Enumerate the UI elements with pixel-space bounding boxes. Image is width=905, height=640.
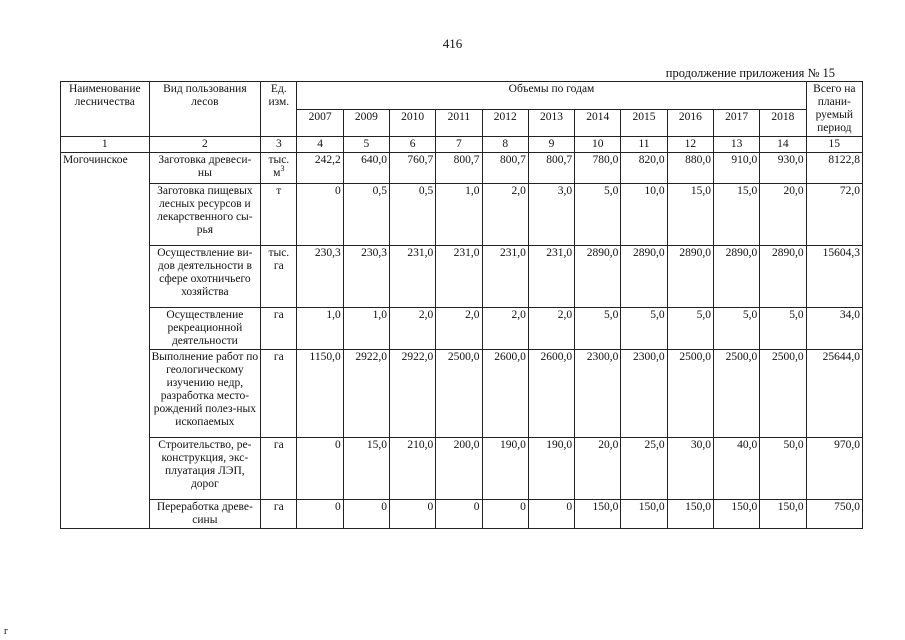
column-number: 5 [343, 137, 389, 153]
value-cell: 150,0 [667, 500, 713, 529]
value-cell: 2500,0 [436, 350, 482, 438]
value-cell: 20,0 [575, 438, 621, 500]
value-cell: 2300,0 [621, 350, 667, 438]
value-cell: 0 [297, 184, 343, 246]
unit-text: га [273, 309, 284, 321]
header-unit: Ед. изм. [261, 82, 297, 137]
value-cell: 231,0 [528, 246, 574, 308]
value-cell: 2890,0 [621, 246, 667, 308]
unit-cell [261, 308, 297, 350]
forestry-name: Могочинское [61, 153, 150, 529]
value-cell: 5,0 [713, 308, 759, 350]
use-type-cell: Выполнение работ по геологическому изучению недр, разработка место-рождений полез-ных ископаемых [149, 350, 261, 438]
table-row [61, 184, 863, 246]
value-cell: 2600,0 [482, 350, 528, 438]
value-cell: 0 [528, 500, 574, 529]
column-number: 6 [389, 137, 435, 153]
header-year: 2010 [389, 109, 435, 137]
column-number: 15 [806, 137, 862, 153]
column-number: 3 [261, 137, 297, 153]
value-cell: 1,0 [436, 184, 482, 246]
header-year: 2012 [482, 109, 528, 137]
table-body [61, 153, 863, 529]
unit-cell [261, 438, 297, 500]
value-cell: 231,0 [436, 246, 482, 308]
value-cell: 0 [297, 438, 343, 500]
value-cell: 5,0 [575, 184, 621, 246]
value-cell: 230,3 [297, 246, 343, 308]
value-cell: 5,0 [621, 308, 667, 350]
value-cell: 231,0 [389, 246, 435, 308]
value-cell: 0 [389, 500, 435, 529]
header-year: 2011 [436, 109, 482, 137]
value-cell: 230,3 [343, 246, 389, 308]
value-cell: 800,7 [482, 153, 528, 184]
header-year: 2015 [621, 109, 667, 137]
value-cell: 1,0 [343, 308, 389, 350]
table-row [61, 350, 863, 438]
value-cell: 2,0 [389, 308, 435, 350]
value-cell: 50,0 [760, 438, 806, 500]
value-cell: 0,5 [389, 184, 435, 246]
unit-text: т [276, 185, 282, 197]
value-cell: 2922,0 [389, 350, 435, 438]
unit-text: тыс. м [268, 154, 290, 179]
value-cell: 15,0 [713, 184, 759, 246]
value-cell: 0,5 [343, 184, 389, 246]
value-cell: 1150,0 [297, 350, 343, 438]
value-cell: 5,0 [575, 308, 621, 350]
column-numbers-row [61, 137, 863, 153]
value-cell: 242,2 [297, 153, 343, 184]
column-number: 11 [621, 137, 667, 153]
column-number: 4 [297, 137, 343, 153]
total-cell: 750,0 [806, 500, 862, 529]
value-cell: 0 [436, 500, 482, 529]
header-year: 2009 [343, 109, 389, 137]
column-number: 12 [667, 137, 713, 153]
unit-cell [261, 500, 297, 529]
value-cell: 150,0 [713, 500, 759, 529]
total-cell: 970,0 [806, 438, 862, 500]
unit-cell [261, 184, 297, 246]
value-cell: 930,0 [760, 153, 806, 184]
value-cell: 2890,0 [713, 246, 759, 308]
value-cell: 2922,0 [343, 350, 389, 438]
header-year: 2017 [713, 109, 759, 137]
value-cell: 760,7 [389, 153, 435, 184]
column-number: 10 [575, 137, 621, 153]
value-cell: 2,0 [482, 184, 528, 246]
value-cell: 2890,0 [575, 246, 621, 308]
header-year: 2007 [297, 109, 343, 137]
use-type-cell: Заготовка древеси-ны [149, 153, 261, 184]
value-cell: 2500,0 [760, 350, 806, 438]
value-cell: 2500,0 [667, 350, 713, 438]
value-cell: 10,0 [621, 184, 667, 246]
column-number: 1 [61, 137, 150, 153]
value-cell: 2,0 [528, 308, 574, 350]
value-cell: 15,0 [667, 184, 713, 246]
unit-text: га [273, 351, 284, 363]
table-row [61, 500, 863, 529]
value-cell: 880,0 [667, 153, 713, 184]
value-cell: 2500,0 [713, 350, 759, 438]
value-cell: 5,0 [760, 308, 806, 350]
total-cell: 72,0 [806, 184, 862, 246]
table-row [61, 246, 863, 308]
use-type-cell: Осуществление ви-дов деятельности в сфере охотничьего хозяйства [149, 246, 261, 308]
value-cell: 1,0 [297, 308, 343, 350]
value-cell: 800,7 [436, 153, 482, 184]
column-number: 13 [713, 137, 759, 153]
value-cell: 210,0 [389, 438, 435, 500]
total-cell: 8122,8 [806, 153, 862, 184]
page-edge-mark: г [4, 626, 9, 637]
table-row [61, 438, 863, 500]
unit-superscript: 3 [280, 164, 285, 174]
value-cell: 190,0 [482, 438, 528, 500]
header-year: 2018 [760, 109, 806, 137]
column-number: 8 [482, 137, 528, 153]
value-cell: 800,7 [528, 153, 574, 184]
value-cell: 200,0 [436, 438, 482, 500]
header-year: 2016 [667, 109, 713, 137]
value-cell: 2890,0 [667, 246, 713, 308]
value-cell: 150,0 [575, 500, 621, 529]
total-cell: 34,0 [806, 308, 862, 350]
unit-text: га [273, 501, 284, 513]
unit-text: тыс. га [268, 247, 290, 272]
appendix-continuation-note: продолжение приложения № 15 [665, 66, 835, 80]
value-cell: 150,0 [760, 500, 806, 529]
header-volumes-by-year: Объемы по годам [297, 82, 806, 110]
value-cell: 910,0 [713, 153, 759, 184]
header-year: 2014 [575, 109, 621, 137]
use-type-cell: Строительство, ре-конструкция, экс-плуатация ЛЭП, дорог [149, 438, 261, 500]
value-cell: 15,0 [343, 438, 389, 500]
column-number: 7 [436, 137, 482, 153]
page-number: 416 [442, 36, 463, 51]
use-type-cell: Переработка древе-сины [149, 500, 261, 529]
total-cell: 25644,0 [806, 350, 862, 438]
column-number: 9 [528, 137, 574, 153]
value-cell: 2600,0 [528, 350, 574, 438]
value-cell: 20,0 [760, 184, 806, 246]
value-cell: 231,0 [482, 246, 528, 308]
header-use-type: Вид пользования лесов [149, 82, 261, 137]
header-total: Всего на плани-руемый период [806, 82, 862, 137]
table-row [61, 308, 863, 350]
header-year: 2013 [528, 109, 574, 137]
unit-cell [261, 153, 297, 184]
total-cell: 15604,3 [806, 246, 862, 308]
value-cell: 780,0 [575, 153, 621, 184]
header-forestry: Наименование лесничества [61, 82, 150, 137]
value-cell: 190,0 [528, 438, 574, 500]
value-cell: 0 [482, 500, 528, 529]
value-cell: 5,0 [667, 308, 713, 350]
value-cell: 2890,0 [760, 246, 806, 308]
forest-use-volumes-table [60, 81, 863, 529]
value-cell: 2,0 [436, 308, 482, 350]
value-cell: 30,0 [667, 438, 713, 500]
value-cell: 25,0 [621, 438, 667, 500]
value-cell: 2300,0 [575, 350, 621, 438]
table-row [61, 153, 863, 184]
header-row-top [61, 82, 863, 110]
value-cell: 820,0 [621, 153, 667, 184]
value-cell: 0 [297, 500, 343, 529]
value-cell: 0 [343, 500, 389, 529]
use-type-cell: Осуществление рекреационной деятельности [149, 308, 261, 350]
use-type-cell: Заготовка пищевых лесных ресурсов и лекарственного сы-рья [149, 184, 261, 246]
value-cell: 3,0 [528, 184, 574, 246]
value-cell: 40,0 [713, 438, 759, 500]
unit-text: га [273, 439, 284, 451]
value-cell: 640,0 [343, 153, 389, 184]
unit-cell [261, 350, 297, 438]
value-cell: 150,0 [621, 500, 667, 529]
column-number: 2 [149, 137, 261, 153]
value-cell: 2,0 [482, 308, 528, 350]
unit-cell [261, 246, 297, 308]
column-number: 14 [760, 137, 806, 153]
